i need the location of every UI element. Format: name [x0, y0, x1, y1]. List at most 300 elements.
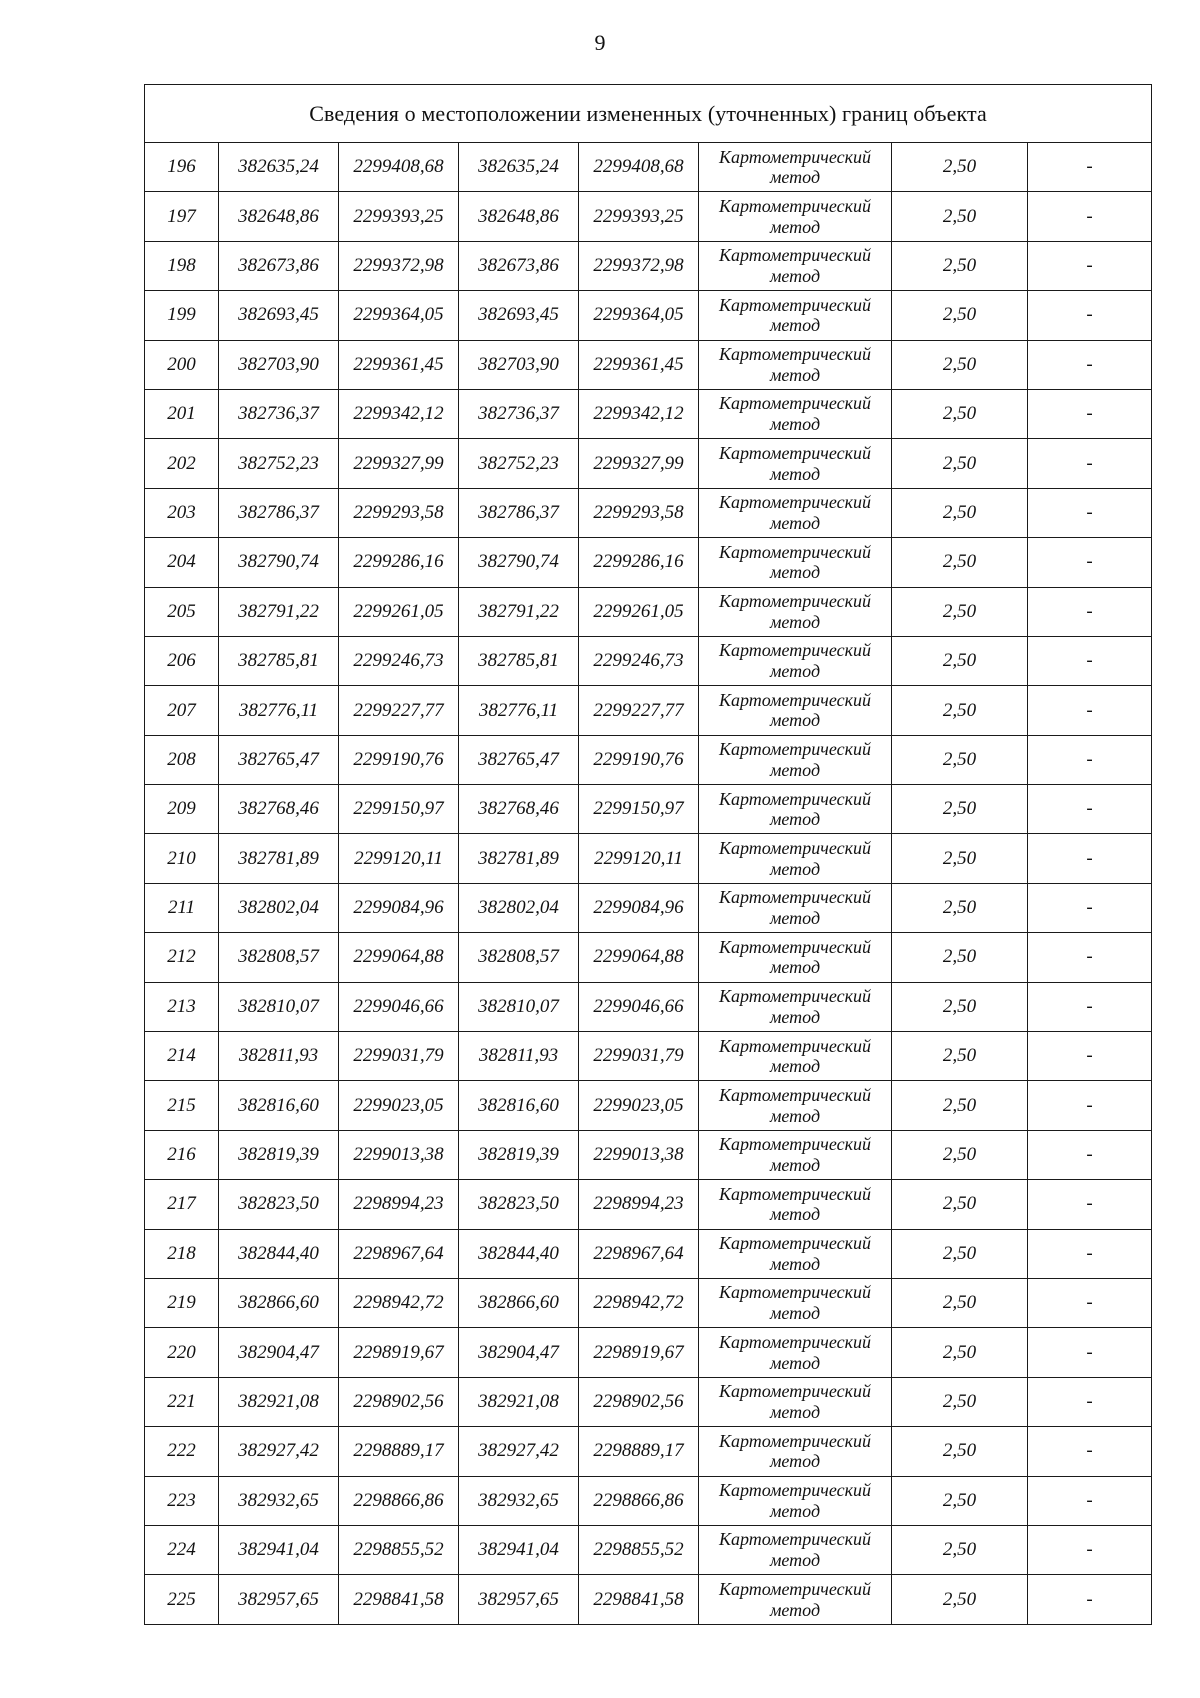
method-line-2: метод — [769, 858, 821, 879]
point-number-cell: 210 — [145, 834, 219, 883]
accuracy-cell: 2,50 — [892, 883, 1028, 932]
point-number-cell: 218 — [145, 1229, 219, 1278]
note-cell: - — [1028, 1081, 1152, 1130]
table-row — [145, 1476, 1152, 1525]
method-line-2: метод — [769, 710, 821, 731]
method-cell — [699, 1229, 892, 1278]
point-number-cell: 216 — [145, 1130, 219, 1179]
method-cell — [699, 291, 892, 340]
method-line-2: метод — [769, 611, 821, 632]
note-cell: - — [1028, 982, 1152, 1031]
note-cell: - — [1028, 1278, 1152, 1327]
note-cell: - — [1028, 1180, 1152, 1229]
method-line-2: метод — [769, 216, 821, 237]
method-line-2: метод — [769, 1105, 821, 1126]
method-line-2: метод — [769, 1599, 821, 1620]
point-number-cell: 196 — [145, 143, 219, 192]
method-cell — [699, 241, 892, 290]
x-refined-cell: 382808,57 — [459, 933, 579, 982]
table-row — [145, 735, 1152, 784]
table-row — [145, 143, 1152, 192]
point-number-cell: 197 — [145, 192, 219, 241]
point-number-cell: 223 — [145, 1476, 219, 1525]
x-existing-cell: 382823,50 — [219, 1180, 339, 1229]
table-row — [145, 1377, 1152, 1426]
x-refined-cell: 382791,22 — [459, 587, 579, 636]
accuracy-cell: 2,50 — [892, 1081, 1028, 1130]
table-row — [145, 785, 1152, 834]
table-row — [145, 834, 1152, 883]
x-existing-cell: 382693,45 — [219, 291, 339, 340]
x-existing-cell: 382808,57 — [219, 933, 339, 982]
note-cell: - — [1028, 587, 1152, 636]
method-line-2: метод — [769, 1303, 821, 1324]
table-row — [145, 1575, 1152, 1624]
y-refined-cell: 2298967,64 — [579, 1229, 699, 1278]
method-line-2: метод — [769, 315, 821, 336]
table-row — [145, 587, 1152, 636]
x-refined-cell: 382816,60 — [459, 1081, 579, 1130]
note-cell: - — [1028, 1032, 1152, 1081]
accuracy-cell: 2,50 — [892, 488, 1028, 537]
method-line-2: метод — [769, 1006, 821, 1027]
y-refined-cell: 2299327,99 — [579, 439, 699, 488]
method-line-1: Картометрический — [718, 1430, 871, 1451]
method-line-2: метод — [769, 364, 821, 385]
method-cell — [699, 1575, 892, 1624]
note-cell: - — [1028, 883, 1152, 932]
y-existing-cell: 2299084,96 — [339, 883, 459, 932]
method-cell — [699, 834, 892, 883]
accuracy-cell: 2,50 — [892, 241, 1028, 290]
x-existing-cell: 382635,24 — [219, 143, 339, 192]
accuracy-cell: 2,50 — [892, 192, 1028, 241]
method-cell — [699, 1278, 892, 1327]
method-line-1: Картометрический — [718, 1578, 871, 1599]
method-line-2: метод — [769, 1500, 821, 1521]
method-line-1: Картометрический — [718, 1134, 871, 1155]
x-refined-cell: 382768,46 — [459, 785, 579, 834]
y-existing-cell: 2299327,99 — [339, 439, 459, 488]
table-row — [145, 686, 1152, 735]
x-refined-cell: 382811,93 — [459, 1032, 579, 1081]
y-refined-cell: 2299227,77 — [579, 686, 699, 735]
y-existing-cell: 2298919,67 — [339, 1328, 459, 1377]
method-cell — [699, 192, 892, 241]
y-existing-cell: 2299120,11 — [339, 834, 459, 883]
y-refined-cell: 2298889,17 — [579, 1427, 699, 1476]
y-refined-cell: 2299064,88 — [579, 933, 699, 982]
accuracy-cell: 2,50 — [892, 1328, 1028, 1377]
x-refined-cell: 382776,11 — [459, 686, 579, 735]
y-refined-cell: 2299190,76 — [579, 735, 699, 784]
method-cell — [699, 982, 892, 1031]
method-cell — [699, 1130, 892, 1179]
point-number-cell: 204 — [145, 538, 219, 587]
table-row — [145, 241, 1152, 290]
x-existing-cell: 382819,39 — [219, 1130, 339, 1179]
accuracy-cell: 2,50 — [892, 1377, 1028, 1426]
x-existing-cell: 382648,86 — [219, 192, 339, 241]
y-refined-cell: 2299031,79 — [579, 1032, 699, 1081]
x-existing-cell: 382736,37 — [219, 389, 339, 438]
y-refined-cell: 2299246,73 — [579, 636, 699, 685]
x-refined-cell: 382785,81 — [459, 636, 579, 685]
method-line-2: метод — [769, 167, 821, 188]
table-caption: Сведения о местоположении измененных (уточненных) границ объекта — [145, 85, 1152, 143]
method-line-2: метод — [769, 957, 821, 978]
point-number-cell: 212 — [145, 933, 219, 982]
x-existing-cell: 382811,93 — [219, 1032, 339, 1081]
method-cell — [699, 1476, 892, 1525]
x-existing-cell: 382844,40 — [219, 1229, 339, 1278]
accuracy-cell: 2,50 — [892, 735, 1028, 784]
table-row — [145, 883, 1152, 932]
accuracy-cell: 2,50 — [892, 340, 1028, 389]
accuracy-cell: 2,50 — [892, 1180, 1028, 1229]
method-line-2: метод — [769, 1550, 821, 1571]
method-line-1: Картометрический — [718, 1233, 871, 1254]
table-row — [145, 1229, 1152, 1278]
table-row — [145, 1081, 1152, 1130]
method-line-2: метод — [769, 562, 821, 583]
note-cell: - — [1028, 735, 1152, 784]
y-refined-cell: 2299084,96 — [579, 883, 699, 932]
point-number-cell: 219 — [145, 1278, 219, 1327]
method-line-1: Картометрический — [718, 1529, 871, 1550]
y-refined-cell: 2299150,97 — [579, 785, 699, 834]
method-cell — [699, 1032, 892, 1081]
method-line-2: метод — [769, 759, 821, 780]
method-line-2: метод — [769, 1155, 821, 1175]
method-line-1: Картометрический — [718, 146, 871, 167]
point-number-cell: 198 — [145, 241, 219, 290]
method-cell — [699, 439, 892, 488]
accuracy-cell: 2,50 — [892, 291, 1028, 340]
method-line-2: метод — [769, 463, 821, 484]
y-refined-cell: 2299372,98 — [579, 241, 699, 290]
accuracy-cell: 2,50 — [892, 1525, 1028, 1574]
note-cell: - — [1028, 1427, 1152, 1476]
method-line-1: Картометрический — [718, 1480, 871, 1501]
y-existing-cell: 2299190,76 — [339, 735, 459, 784]
accuracy-cell: 2,50 — [892, 1575, 1028, 1624]
accuracy-cell: 2,50 — [892, 1130, 1028, 1179]
y-refined-cell: 2298902,56 — [579, 1377, 699, 1426]
x-existing-cell: 382802,04 — [219, 883, 339, 932]
y-existing-cell: 2299150,97 — [339, 785, 459, 834]
method-cell — [699, 686, 892, 735]
accuracy-cell: 2,50 — [892, 1427, 1028, 1476]
y-refined-cell: 2299393,25 — [579, 192, 699, 241]
y-refined-cell: 2299120,11 — [579, 834, 699, 883]
y-refined-cell: 2298994,23 — [579, 1180, 699, 1229]
note-cell: - — [1028, 538, 1152, 587]
y-refined-cell: 2299261,05 — [579, 587, 699, 636]
y-existing-cell: 2298967,64 — [339, 1229, 459, 1278]
x-refined-cell: 382932,65 — [459, 1476, 579, 1525]
y-existing-cell: 2298942,72 — [339, 1278, 459, 1327]
method-line-1: Картометрический — [718, 541, 871, 562]
method-cell — [699, 933, 892, 982]
point-number-cell: 200 — [145, 340, 219, 389]
method-line-2: метод — [769, 1451, 821, 1472]
y-existing-cell: 2298841,58 — [339, 1575, 459, 1624]
y-refined-cell: 2299293,58 — [579, 488, 699, 537]
x-refined-cell: 382866,60 — [459, 1278, 579, 1327]
note-cell: - — [1028, 785, 1152, 834]
accuracy-cell: 2,50 — [892, 1476, 1028, 1525]
method-line-1: Картометрический — [718, 887, 871, 908]
point-number-cell: 225 — [145, 1575, 219, 1624]
note-cell: - — [1028, 834, 1152, 883]
y-existing-cell: 2299031,79 — [339, 1032, 459, 1081]
note-cell: - — [1028, 340, 1152, 389]
point-number-cell: 211 — [145, 883, 219, 932]
y-refined-cell: 2298855,52 — [579, 1525, 699, 1574]
accuracy-cell: 2,50 — [892, 1229, 1028, 1278]
accuracy-cell: 2,50 — [892, 636, 1028, 685]
table-row — [145, 1427, 1152, 1476]
y-existing-cell: 2298866,86 — [339, 1476, 459, 1525]
method-line-1: Картометрический — [718, 393, 871, 414]
y-refined-cell: 2299013,38 — [579, 1130, 699, 1179]
x-existing-cell: 382776,11 — [219, 686, 339, 735]
method-cell — [699, 389, 892, 438]
x-existing-cell: 382816,60 — [219, 1081, 339, 1130]
method-line-1: Картометрический — [718, 442, 871, 463]
method-line-1: Картометрический — [718, 1282, 871, 1303]
method-line-1: Картометрический — [718, 788, 871, 809]
x-refined-cell: 382765,47 — [459, 735, 579, 784]
y-refined-cell: 2299286,16 — [579, 538, 699, 587]
accuracy-cell: 2,50 — [892, 686, 1028, 735]
x-existing-cell: 382785,81 — [219, 636, 339, 685]
method-cell — [699, 587, 892, 636]
table-row — [145, 340, 1152, 389]
method-line-1: Картометрический — [718, 195, 871, 216]
x-existing-cell: 382866,60 — [219, 1278, 339, 1327]
table-row — [145, 1525, 1152, 1574]
x-existing-cell: 382768,46 — [219, 785, 339, 834]
point-number-cell: 214 — [145, 1032, 219, 1081]
method-cell — [699, 1525, 892, 1574]
y-refined-cell: 2299361,45 — [579, 340, 699, 389]
table-row — [145, 439, 1152, 488]
table-row — [145, 636, 1152, 685]
x-refined-cell: 382781,89 — [459, 834, 579, 883]
method-line-2: метод — [769, 1401, 821, 1422]
x-refined-cell: 382927,42 — [459, 1427, 579, 1476]
method-line-1: Картометрический — [718, 739, 871, 760]
x-refined-cell: 382736,37 — [459, 389, 579, 438]
method-line-2: метод — [769, 414, 821, 435]
x-refined-cell: 382703,90 — [459, 340, 579, 389]
method-line-1: Картометрический — [718, 1331, 871, 1352]
y-existing-cell: 2299013,38 — [339, 1130, 459, 1179]
accuracy-cell: 2,50 — [892, 538, 1028, 587]
point-number-cell: 202 — [145, 439, 219, 488]
accuracy-cell: 2,50 — [892, 834, 1028, 883]
method-line-1: Картометрический — [718, 986, 871, 1007]
point-number-cell: 224 — [145, 1525, 219, 1574]
x-existing-cell: 382786,37 — [219, 488, 339, 537]
method-line-2: метод — [769, 512, 821, 533]
point-number-cell: 220 — [145, 1328, 219, 1377]
x-refined-cell: 382693,45 — [459, 291, 579, 340]
accuracy-cell: 2,50 — [892, 982, 1028, 1031]
method-line-1: Картометрический — [718, 689, 871, 710]
x-existing-cell: 382810,07 — [219, 982, 339, 1031]
note-cell: - — [1028, 192, 1152, 241]
table-row — [145, 1278, 1152, 1327]
x-existing-cell: 382957,65 — [219, 1575, 339, 1624]
table-row — [145, 1180, 1152, 1229]
method-cell — [699, 340, 892, 389]
y-existing-cell: 2299342,12 — [339, 389, 459, 438]
x-existing-cell: 382790,74 — [219, 538, 339, 587]
y-refined-cell: 2298866,86 — [579, 1476, 699, 1525]
method-cell — [699, 1081, 892, 1130]
page-number: 9 — [594, 30, 606, 55]
point-number-cell: 208 — [145, 735, 219, 784]
note-cell: - — [1028, 1476, 1152, 1525]
x-existing-cell: 382932,65 — [219, 1476, 339, 1525]
method-line-1: Картометрический — [718, 837, 871, 858]
x-existing-cell: 382752,23 — [219, 439, 339, 488]
method-line-2: метод — [769, 1352, 821, 1373]
y-refined-cell: 2298942,72 — [579, 1278, 699, 1327]
point-number-cell: 221 — [145, 1377, 219, 1426]
method-line-1: Картометрический — [718, 294, 871, 315]
note-cell: - — [1028, 636, 1152, 685]
method-cell — [699, 143, 892, 192]
x-existing-cell: 382941,04 — [219, 1525, 339, 1574]
x-existing-cell: 382921,08 — [219, 1377, 339, 1426]
y-existing-cell: 2299361,45 — [339, 340, 459, 389]
y-existing-cell: 2298994,23 — [339, 1180, 459, 1229]
accuracy-cell: 2,50 — [892, 389, 1028, 438]
x-existing-cell: 382703,90 — [219, 340, 339, 389]
method-line-1: Картометрический — [718, 640, 871, 661]
table-row — [145, 982, 1152, 1031]
method-cell — [699, 538, 892, 587]
note-cell: - — [1028, 1525, 1152, 1574]
y-existing-cell: 2299046,66 — [339, 982, 459, 1031]
method-line-1: Картометрический — [718, 591, 871, 612]
point-number-cell: 201 — [145, 389, 219, 438]
method-line-1: Картометрический — [718, 1084, 871, 1105]
note-cell: - — [1028, 389, 1152, 438]
method-line-2: метод — [769, 1253, 821, 1274]
table-row — [145, 291, 1152, 340]
method-line-1: Картометрический — [718, 245, 871, 266]
method-line-1: Картометрический — [718, 1183, 871, 1204]
point-number-cell: 217 — [145, 1180, 219, 1229]
x-refined-cell: 382790,74 — [459, 538, 579, 587]
table-body — [145, 85, 1152, 1625]
method-cell — [699, 785, 892, 834]
note-cell: - — [1028, 439, 1152, 488]
method-line-1: Картометрический — [718, 1035, 871, 1056]
point-number-cell: 215 — [145, 1081, 219, 1130]
method-line-1: Картометрический — [718, 492, 871, 513]
method-cell — [699, 636, 892, 685]
method-line-1: Картометрический — [718, 1381, 871, 1402]
note-cell: - — [1028, 488, 1152, 537]
y-existing-cell: 2299286,16 — [339, 538, 459, 587]
x-existing-cell: 382927,42 — [219, 1427, 339, 1476]
y-existing-cell: 2298902,56 — [339, 1377, 459, 1426]
x-refined-cell: 382957,65 — [459, 1575, 579, 1624]
x-refined-cell: 382941,04 — [459, 1525, 579, 1574]
note-cell: - — [1028, 1575, 1152, 1624]
x-existing-cell: 382765,47 — [219, 735, 339, 784]
method-cell — [699, 1180, 892, 1229]
y-refined-cell: 2299342,12 — [579, 389, 699, 438]
y-existing-cell: 2299408,68 — [339, 143, 459, 192]
note-cell: - — [1028, 1377, 1152, 1426]
table-row — [145, 1328, 1152, 1377]
y-existing-cell: 2299364,05 — [339, 291, 459, 340]
method-line-2: метод — [769, 265, 821, 286]
y-existing-cell: 2299261,05 — [339, 587, 459, 636]
accuracy-cell: 2,50 — [892, 1032, 1028, 1081]
x-refined-cell: 382786,37 — [459, 488, 579, 537]
note-cell: - — [1028, 1229, 1152, 1278]
method-line-2: метод — [769, 661, 821, 682]
note-cell: - — [1028, 143, 1152, 192]
point-number-cell: 209 — [145, 785, 219, 834]
point-number-cell: 199 — [145, 291, 219, 340]
y-existing-cell: 2299023,05 — [339, 1081, 459, 1130]
method-cell — [699, 1328, 892, 1377]
method-line-2: метод — [769, 1056, 821, 1077]
x-refined-cell: 382844,40 — [459, 1229, 579, 1278]
x-refined-cell: 382823,50 — [459, 1180, 579, 1229]
x-existing-cell: 382673,86 — [219, 241, 339, 290]
table-row — [145, 389, 1152, 438]
y-refined-cell: 2299046,66 — [579, 982, 699, 1031]
x-existing-cell: 382791,22 — [219, 587, 339, 636]
accuracy-cell: 2,50 — [892, 933, 1028, 982]
table-caption-row — [145, 85, 1152, 143]
point-number-cell: 205 — [145, 587, 219, 636]
y-refined-cell: 2299408,68 — [579, 143, 699, 192]
note-cell: - — [1028, 686, 1152, 735]
point-number-cell: 207 — [145, 686, 219, 735]
y-existing-cell: 2299246,73 — [339, 636, 459, 685]
method-cell — [699, 1377, 892, 1426]
x-refined-cell: 382752,23 — [459, 439, 579, 488]
note-cell: - — [1028, 1130, 1152, 1179]
table-row — [145, 488, 1152, 537]
point-number-cell: 206 — [145, 636, 219, 685]
x-refined-cell: 382819,39 — [459, 1130, 579, 1179]
y-existing-cell: 2299372,98 — [339, 241, 459, 290]
note-cell: - — [1028, 933, 1152, 982]
x-existing-cell: 382904,47 — [219, 1328, 339, 1377]
point-number-cell: 222 — [145, 1427, 219, 1476]
y-refined-cell: 2299364,05 — [579, 291, 699, 340]
accuracy-cell: 2,50 — [892, 785, 1028, 834]
x-refined-cell: 382904,47 — [459, 1328, 579, 1377]
note-cell: - — [1028, 291, 1152, 340]
method-line-2: метод — [769, 908, 821, 929]
table-row — [145, 1130, 1152, 1179]
y-existing-cell: 2299293,58 — [339, 488, 459, 537]
y-existing-cell: 2299064,88 — [339, 933, 459, 982]
